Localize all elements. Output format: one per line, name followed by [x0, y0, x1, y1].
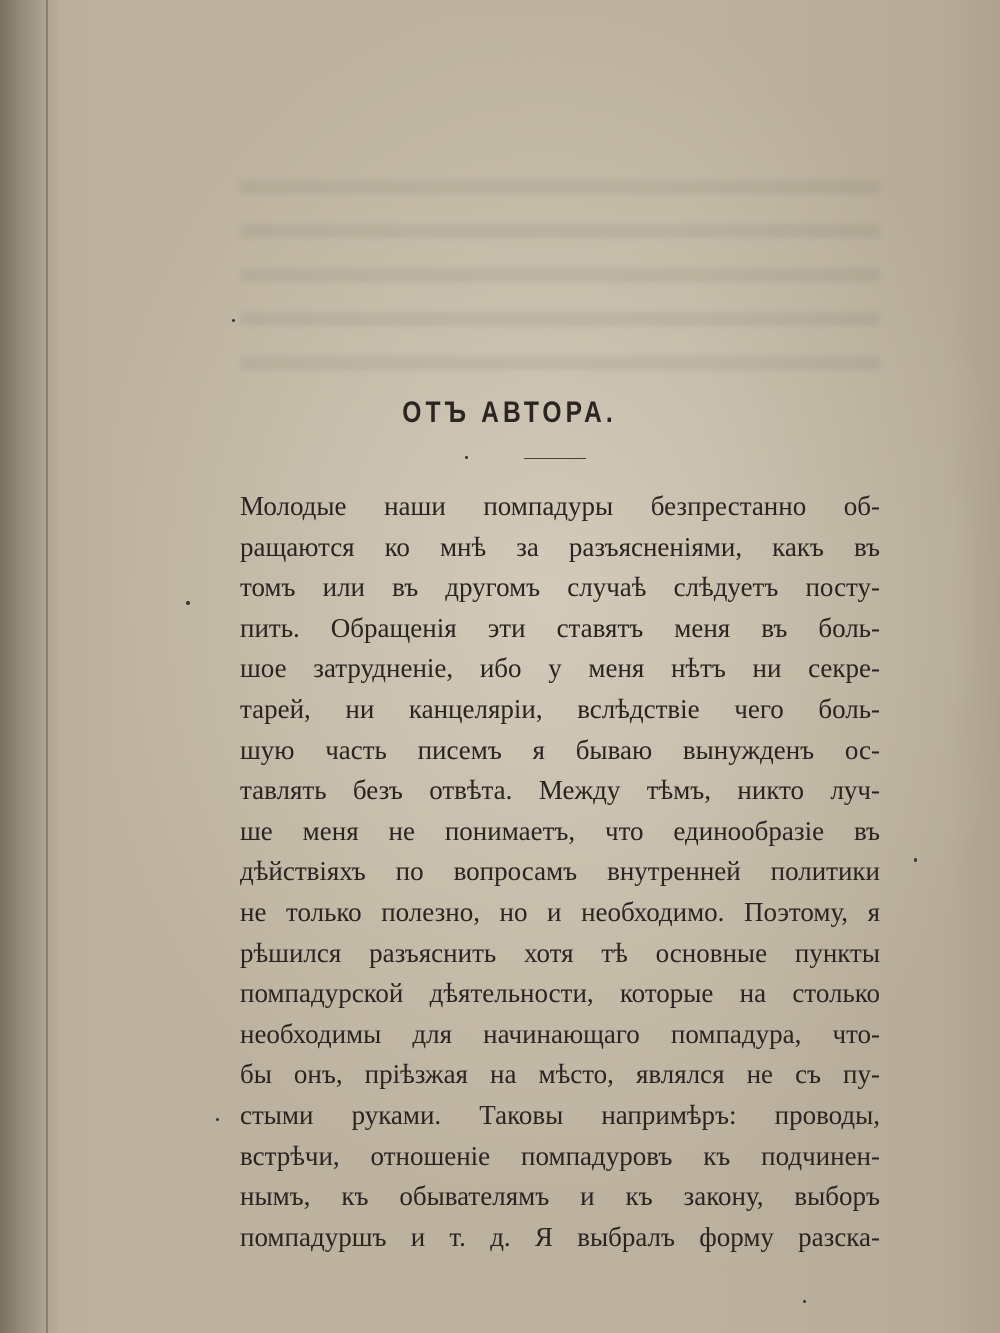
ink-speck	[803, 1300, 806, 1303]
text-line: шую часть писемъ я бываю вынужденъ ос-	[240, 734, 880, 765]
title-rule	[524, 458, 586, 459]
text-line: бы онъ, пріѣзжая на мѣсто, являлся не съ пу-	[240, 1059, 880, 1090]
text-line: ращаются ко мнѣ за разъясненіями, какъ въ	[240, 531, 880, 562]
ink-speck	[232, 319, 235, 322]
text-line: ше меня не понимаетъ, что единообразіе въ	[240, 815, 880, 846]
binding-crease	[46, 0, 48, 1333]
text-line: помпадуршъ и т. д. Я выбралъ форму разска-	[240, 1221, 880, 1252]
text-line: пить. Обращенія эти ставятъ меня въ боль-	[240, 612, 880, 643]
ink-speck	[216, 1118, 219, 1121]
gutter-shadow	[0, 0, 60, 1333]
text-line: стыми руками. Таковы напримѣръ: проводы,	[240, 1099, 880, 1130]
text-line: встрѣчи, отношеніе помпадуровъ къ подчинен-	[240, 1140, 880, 1171]
chapter-title: ОТЪ АВТОРА.	[402, 396, 617, 429]
text-line: Молодые наши помпадуры безпрестанно об-	[240, 491, 880, 521]
text-line: необходимы для начинающаго помпадура, что-	[240, 1018, 880, 1049]
text-line: не только полезно, но и необходимо. Поэтому, я	[240, 896, 880, 927]
text-line: рѣшился разъяснить хотя тѣ основные пункты	[240, 937, 880, 968]
text-line: томъ или въ другомъ случаѣ слѣдуетъ посту-	[240, 572, 880, 603]
text-line: тарей, ни канцеляріи, вслѣдствіе чего боль-	[240, 693, 880, 724]
text-line: дѣйствіяхъ по вопросамъ внутренней политики	[240, 856, 880, 887]
text-line: нымъ, къ обывателямъ и къ закону, выборъ	[240, 1181, 880, 1212]
show-through-text	[240, 150, 880, 370]
text-line: тавлять безъ отвѣта. Между тѣмъ, никто луч-	[240, 775, 880, 806]
ink-speck	[914, 858, 917, 862]
ink-speck	[186, 601, 190, 605]
text-line: помпадурской дѣятельности, которые на столько	[240, 978, 880, 1009]
text-line: шое затрудненіе, ибо у меня нѣтъ ни секре-	[240, 653, 880, 684]
body-text	[240, 486, 880, 1257]
ink-speck	[465, 456, 468, 459]
